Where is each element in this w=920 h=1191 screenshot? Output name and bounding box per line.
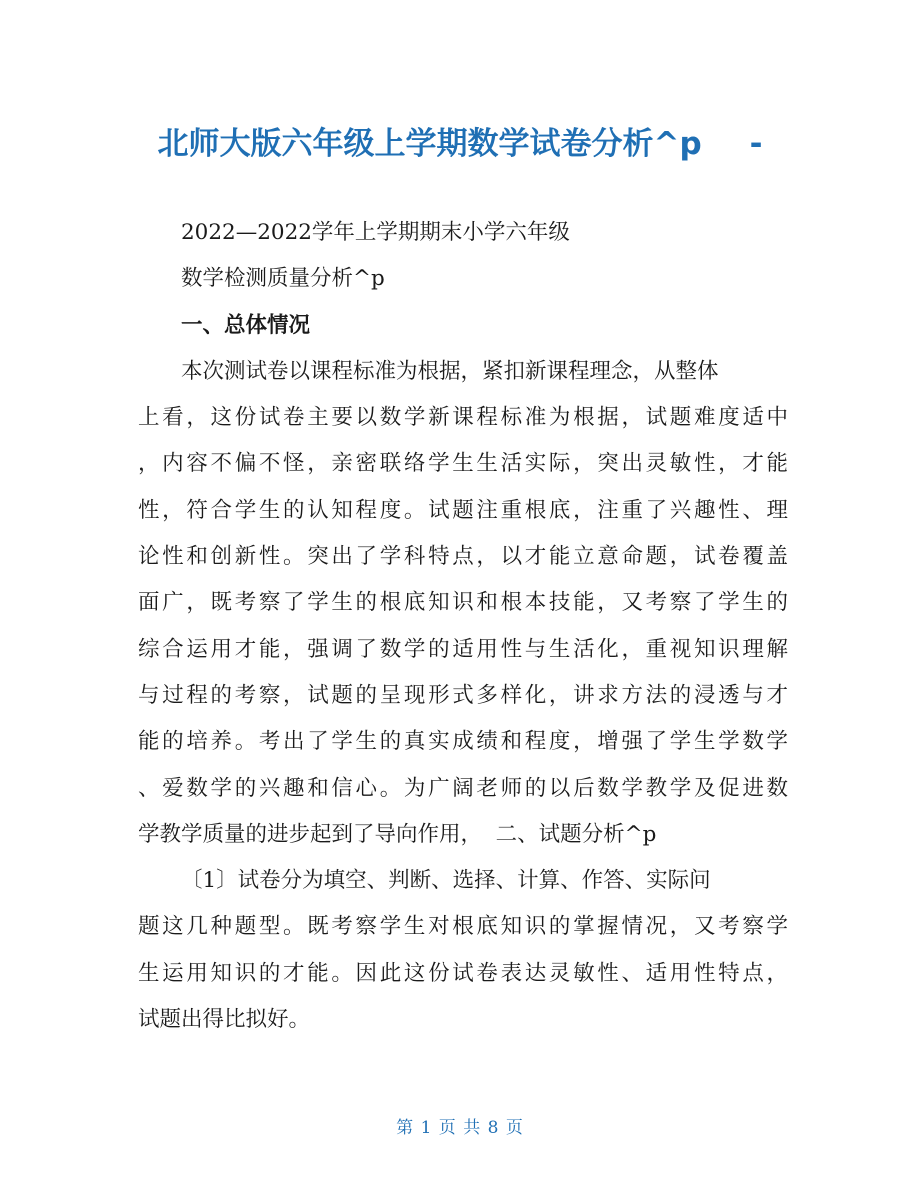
paragraph-line: 上看，这份试卷主要以数学新课程标准为根据，试题难度适中 xyxy=(138,405,788,431)
subtitle-line-1: 2022—2022学年上学期期末小学六年级 xyxy=(181,220,570,245)
paragraph-line: ，内容不偏不怪，亲密联络学生生活实际，突出灵敏性，才能 xyxy=(138,451,788,477)
page-footer: 第 1 页 共 8 页 xyxy=(396,1118,524,1138)
paragraph-line: 题这几种题型。既考察学生对根底知识的掌握情况，又考察学 xyxy=(138,914,788,940)
paragraph-line: 面广，既考察了学生的根底知识和根本技能，又考察了学生的 xyxy=(138,590,788,616)
paragraph-line: 生运用知识的才能。因此这份试卷表达灵敏性、适用性特点， xyxy=(138,960,788,986)
paragraph-line: 、爱数学的兴趣和信心。为广阔老师的以后数学教学及促进数 xyxy=(138,775,788,801)
document-body xyxy=(138,210,788,1043)
paragraph-line: 能的培养。考出了学生的真实成绩和程度，增强了学生学数学 xyxy=(138,729,788,755)
subtitle-line-2: 数学检测质量分析^p xyxy=(181,266,385,292)
paragraph-line: 学教学质量的进步起到了导向作用， 二、试题分析^p xyxy=(138,821,657,847)
paragraph-line: 本次测试卷以课程标准为根据，紧扣新课程理念，从整体 xyxy=(181,358,719,384)
document-title xyxy=(0,118,920,163)
title-text: 北师大版六年级上学期数学试卷分析^p xyxy=(157,126,702,162)
paragraph-line: 性，符合学生的认知程度。试题注重根底，注重了兴趣性、理 xyxy=(138,497,788,523)
section-heading-overview: 一、总体情况 xyxy=(181,312,311,338)
paragraph-line: 论性和创新性。突出了学科特点，以才能立意命题，试卷覆盖 xyxy=(138,544,788,570)
title-suffix: - xyxy=(749,126,763,162)
paragraph-line: 与过程的考察，试题的呈现形式多样化，讲求方法的浸透与才 xyxy=(138,682,788,708)
paragraph-line: 综合运用才能，强调了数学的适用性与生活化，重视知识理解 xyxy=(138,636,788,662)
paragraph-line: 试题出得比拟好。 xyxy=(138,1007,311,1033)
paragraph-line: 〔1〕试卷分为填空、判断、选择、计算、作答、实际问 xyxy=(181,868,711,894)
